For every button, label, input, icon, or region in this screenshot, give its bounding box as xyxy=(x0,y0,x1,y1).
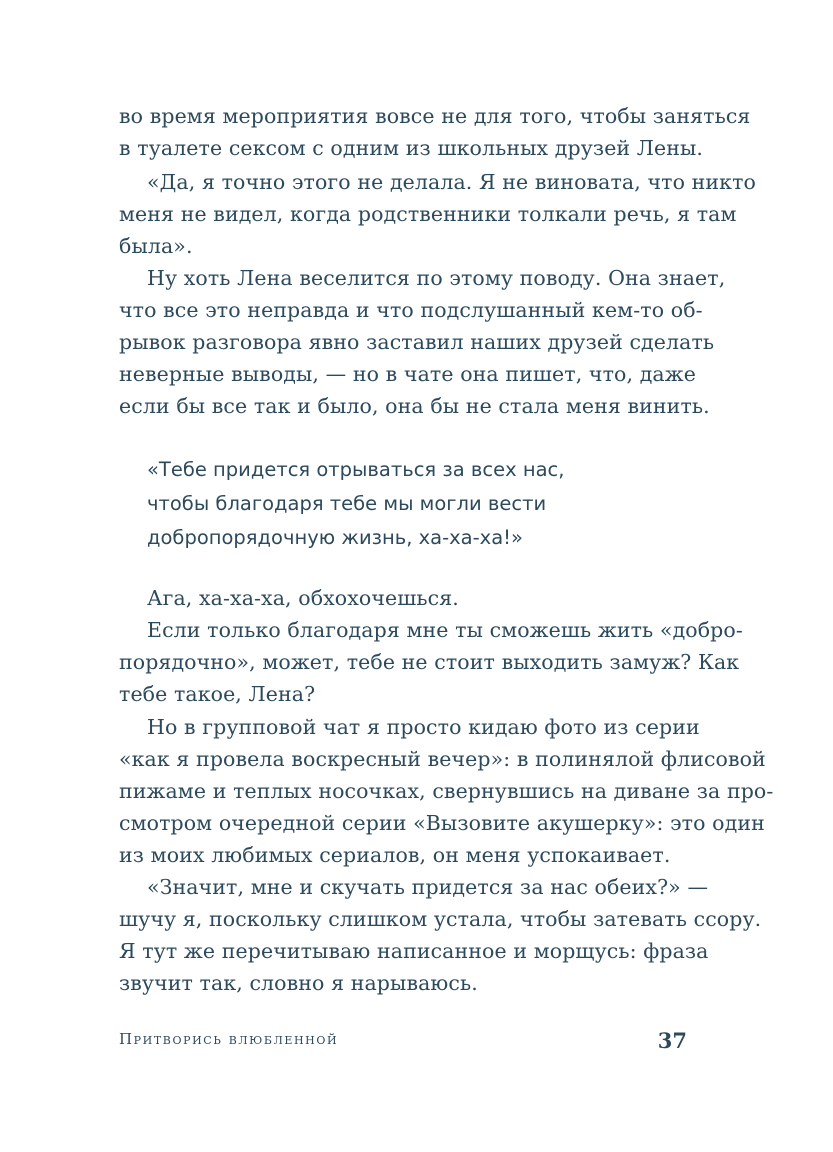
text-line: была». xyxy=(119,234,193,258)
text-line: Ага, ха-ха-ха, обхохочешься. xyxy=(147,586,459,610)
text-line: из моих любимых сериалов, он меня успокаивает. xyxy=(119,843,671,867)
text-line: пижаме и теплых носочках, свернувшись на диване за про- xyxy=(119,779,774,803)
text-line: Я тут же перечитываю написанное и морщусь: фраза xyxy=(119,939,709,963)
chat-message-line: «Тебе придется отрываться за всех нас, xyxy=(147,458,565,481)
text-line: в туалете сексом с одним из школьных друзей Лены. xyxy=(119,136,704,160)
text-line: смотром очередной серии «Вызовите акушерку»: это один xyxy=(119,811,765,835)
text-line: порядочно», может, тебе не стоит выходить замуж? Как xyxy=(119,650,740,674)
text-line: во время мероприятия вовсе не для того, чтобы заняться xyxy=(119,104,751,128)
chat-message-line: добропорядочную жизнь, ха-ха-ха!» xyxy=(147,526,523,549)
chat-message-line: чтобы благодаря тебе мы могли вести xyxy=(147,492,547,515)
text-line: рывок разговора явно заставил наших друзей сделать xyxy=(119,330,715,354)
running-footer-title: Притворись влюбленной xyxy=(119,1030,339,1048)
text-line: Но в групповой чат я просто кидаю фото из серии xyxy=(147,715,700,739)
text-line: Ну хоть Лена веселится по этому поводу. Она знает, xyxy=(147,266,726,290)
text-line: что все это неправда и что подслушанный кем-то об- xyxy=(119,298,703,322)
text-line: звучит так, словно я нарываюсь. xyxy=(119,971,478,995)
text-line: неверные выводы, — но в чате она пишет, что, даже xyxy=(119,362,696,386)
text-line: если бы все так и было, она бы не стала меня винить. xyxy=(119,394,710,418)
text-line: меня не видел, когда родственники толкали речь, я там xyxy=(119,202,737,226)
text-line: «как я провела воскресный вечер»: в полинялой флисовой xyxy=(119,747,766,771)
page-number: 37 xyxy=(657,1028,687,1053)
text-line: шучу я, поскольку слишком устала, чтобы затевать ссору. xyxy=(119,907,762,931)
text-line: «Да, я точно этого не делала. Я не виновата, что никто xyxy=(147,170,756,194)
text-line: Если только благодаря мне ты сможешь жить «добро- xyxy=(147,618,743,642)
text-line: тебе такое, Лена? xyxy=(119,682,316,706)
text-line: «Значит, мне и скучать придется за нас обеих?» — xyxy=(147,875,709,899)
